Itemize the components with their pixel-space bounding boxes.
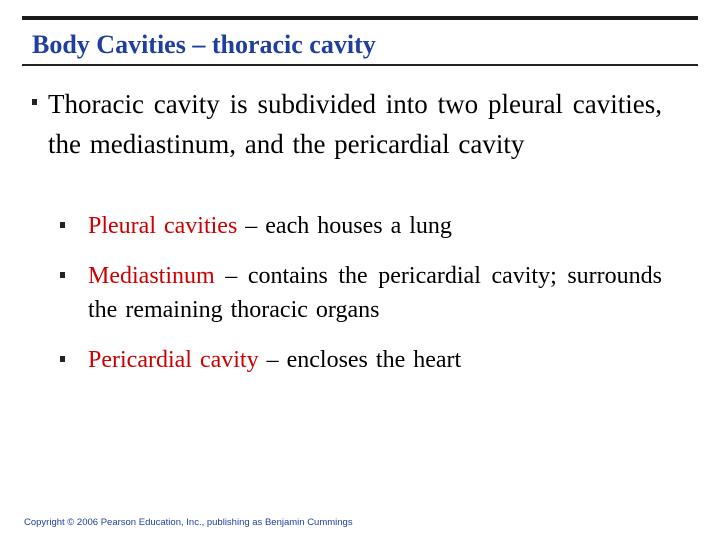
main-bullet-text: Thoracic cavity is subdivided into two pleural cavities, the mediastinum, and the pericardial cavity <box>48 89 662 159</box>
square-bullet-icon <box>60 356 65 362</box>
term-pericardial-cavity: Pericardial cavity <box>88 347 259 373</box>
sub-bullet-mediastinum <box>58 259 662 327</box>
sub-bullet-text <box>88 343 662 377</box>
sub-bullet-pleural <box>58 209 662 243</box>
top-divider <box>22 16 698 20</box>
term-pleural-cavities: Pleural cavities <box>88 213 238 239</box>
sub-bullet-text <box>88 209 662 243</box>
description-pericardial-cavity: – encloses the heart <box>258 347 462 373</box>
square-bullet-icon <box>60 272 65 278</box>
description-mediastinum: – contains the pericardial cavity; surrounds the remaining thoracic organs <box>88 263 662 323</box>
copyright-footer: Copyright © 2006 Pearson Education, Inc., publishing as Benjamin Cummings <box>24 517 353 528</box>
square-bullet-icon <box>32 99 37 105</box>
term-mediastinum: Mediastinum <box>88 263 215 289</box>
sub-bullet-pericardial <box>58 343 662 377</box>
description-pleural-cavities: – each houses a lung <box>237 213 452 239</box>
main-bullet <box>30 84 662 164</box>
title-divider <box>22 64 698 66</box>
square-bullet-icon <box>60 222 65 228</box>
slide-title: Body Cavities – thoracic cavity <box>32 30 376 59</box>
sub-bullet-text <box>88 259 662 327</box>
